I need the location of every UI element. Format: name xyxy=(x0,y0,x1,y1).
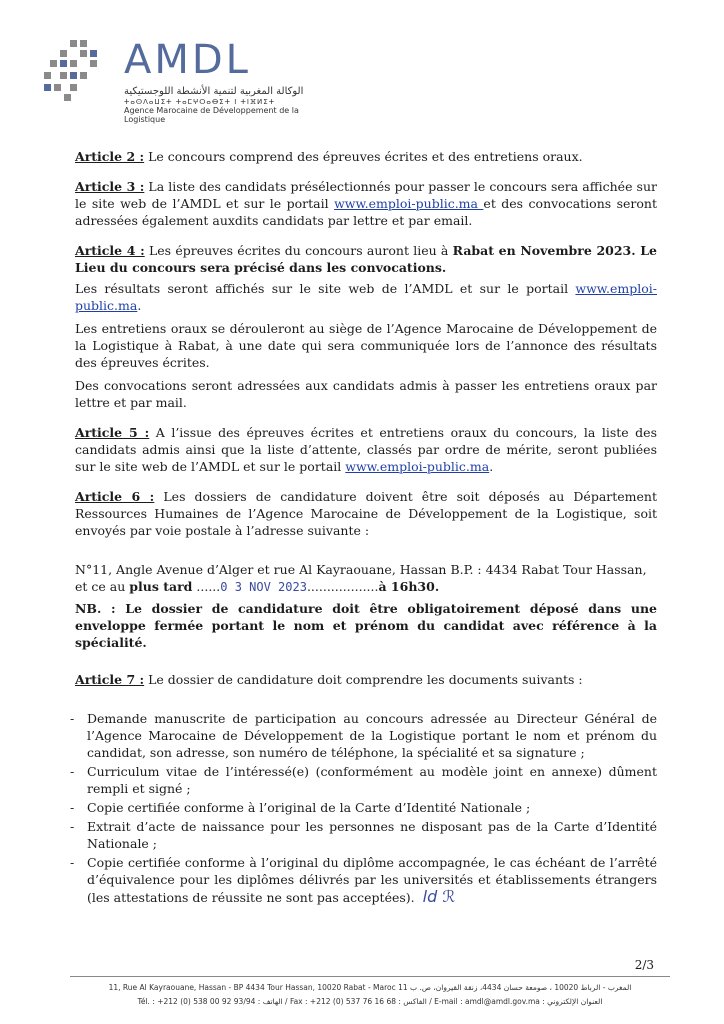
article-6-label: Article 6 : xyxy=(75,489,155,504)
deadline-prefix: et ce au xyxy=(75,579,130,594)
article-4-convocations: Des convocations seront adressées aux candidats admis à passer les entretiens oraux par lettre et par mail. xyxy=(75,378,657,410)
article-4-text-1: Les épreuves écrites du concours auront lieu à xyxy=(144,243,453,258)
list-item: - Demande manuscrite de participation au concours adressée au Directeur Général de l’Agence Marocaine de Développement de la Logistique portant le nom et prénom du candidat, son adresse, son numéro de téléphone, la spécialité et sa signature ; xyxy=(75,710,657,761)
nb-note: NB. : Le dossier de candidature doit être obligatoirement déposé dans une enveloppe fermée portant le nom et prénom du candidat avec référence à la spécialité. xyxy=(75,601,657,650)
article-4-bold: Rabat en Novembre 2023. Le Lieu du concours sera précisé dans les convocations. xyxy=(75,243,657,275)
footer xyxy=(70,976,670,1009)
article-3 xyxy=(75,178,657,229)
article-2-text: Le concours comprend des épreuves écrites et des entretiens oraux. xyxy=(144,149,583,164)
article-5 xyxy=(75,424,657,475)
article-6-text: Les dossiers de candidature doivent être soit déposés au Département Ressources Humaines de l’Agence Marocaine de Développement de la Logistique, soit envoyés par voie postale à l’adresse suivante : xyxy=(75,489,658,538)
article-4-results-text: Les résultats seront affichés sur le site web de l’AMDL et sur le portail xyxy=(75,281,576,296)
document-list xyxy=(75,710,657,906)
article-2 xyxy=(75,148,657,165)
article-4-oral: Les entretiens oraux se dérouleront au siège de l’Agence Marocaine de Développement de la Logistique à Rabat, à une date qui sera communiquée lors de l’annonce des résultats des épreuves écrites. xyxy=(75,321,657,370)
list-item-text: Copie certifiée conforme à l’original du diplôme accompagnée, le cas échéant de l’arrêté d’équivalence pour les diplômes délivrés par les universités et établissements étrangers (les attestations de réussite ne sont pas acceptées). xyxy=(87,855,657,905)
article-4-results-end: . xyxy=(137,298,142,313)
article-4-results xyxy=(75,280,657,314)
article-4 xyxy=(75,242,657,276)
brand-wordmark: AMDL xyxy=(124,37,251,83)
agency-full-name: Agence Marocaine de Développement de la Logistique xyxy=(124,106,299,124)
deadline-time: à 16h30. xyxy=(378,579,440,594)
article-3-text-2: et des convocations seront adressées également auxdits candidats par lettre et par email. xyxy=(75,196,657,228)
article-7 xyxy=(75,671,657,688)
handwritten-initials: ld ℛ xyxy=(422,887,456,906)
footer-address: 11, Rue Al Kayraouane, Hassan - BP 4434 Tour Hassan, 10020 Rabat - Maroc المغرب - الرباط 10020 ، صومعة حسان 4434، زنقة القيروان، ص. ب 11 xyxy=(108,983,632,992)
list-item: - Extrait d’acte de naissance pour les personnes ne disposant pas de la Carte d’Identité Nationale ; xyxy=(75,818,657,852)
article-4-label: Article 4 : xyxy=(75,243,145,258)
article-3-label: Article 3 : xyxy=(75,179,145,194)
arabic-agency-name: الوكالة المغربية لتنمية الأنشطة اللوجستيكية xyxy=(124,86,304,97)
emploi-public-link[interactable]: www.emploi-public.ma xyxy=(334,196,484,211)
deadline-bold: plus tard xyxy=(129,579,193,594)
deadline-dots-1: ...... xyxy=(192,579,221,594)
deadline-dots-2: .................. xyxy=(306,579,379,594)
article-2-label: Article 2 : xyxy=(75,149,145,164)
article-6 xyxy=(75,488,657,539)
address-text: N°11, Angle Avenue d’Alger et rue Al Kayraouane, Hassan B.P. : 4434 Rabat Tour Hassan, xyxy=(75,562,647,577)
tifinagh-agency-name: ⵜⴰⵙⴷⴰⵡⵉⵜ ⵜⴰⵎⵖⵔⴰⴱⵉⵜ ⵏ ⵜⵏⴼⵍⵉⵜ xyxy=(124,98,276,106)
stamped-date: 0 3 NOV 2023 xyxy=(220,580,307,594)
amdl-logo-icon xyxy=(40,36,110,106)
article-5-label: Article 5 : xyxy=(75,425,150,440)
letterhead xyxy=(40,36,340,124)
article-5-text: A l’issue des épreuves écrites et entretiens oraux du concours, la liste des candidats admis ainsi que la liste d’attente, classés par ordre de mérite, seront publiées sur le site web de l’AMDL et sur le portail xyxy=(75,425,657,474)
article-7-label: Article 7 : xyxy=(75,672,145,687)
article-7-text: Le dossier de candidature doit comprendre les documents suivants : xyxy=(144,672,583,687)
list-item: - Copie certifiée conforme à l’original de la Carte d’Identité Nationale ; xyxy=(75,799,657,816)
article-6-address xyxy=(75,561,657,596)
emploi-public-link[interactable]: www.emploi-public.ma xyxy=(345,459,490,474)
article-5-end: . xyxy=(489,459,494,474)
list-item xyxy=(75,854,657,906)
list-item: - Curriculum vitae de l’intéressé(e) (conformément au modèle joint en annexe) dûment rempli et signé ; xyxy=(75,763,657,797)
page-number: 2/3 xyxy=(634,958,654,972)
article-3-text-1: La liste des candidats présélectionnés pour passer le concours sera affichée sur le site web de l’AMDL et sur le portail xyxy=(75,179,657,211)
emploi-public-link[interactable]: www.emploi-public.ma xyxy=(75,281,657,313)
document-body xyxy=(75,148,657,908)
footer-contact: Tél. : +212 (0) 538 00 92 93/94 : الهاتف / Fax : +212 (0) 537 76 16 68 : الفاكس / E-mail : amdl@amdl.gov.ma : العنوان الإلكتروني xyxy=(137,997,603,1006)
